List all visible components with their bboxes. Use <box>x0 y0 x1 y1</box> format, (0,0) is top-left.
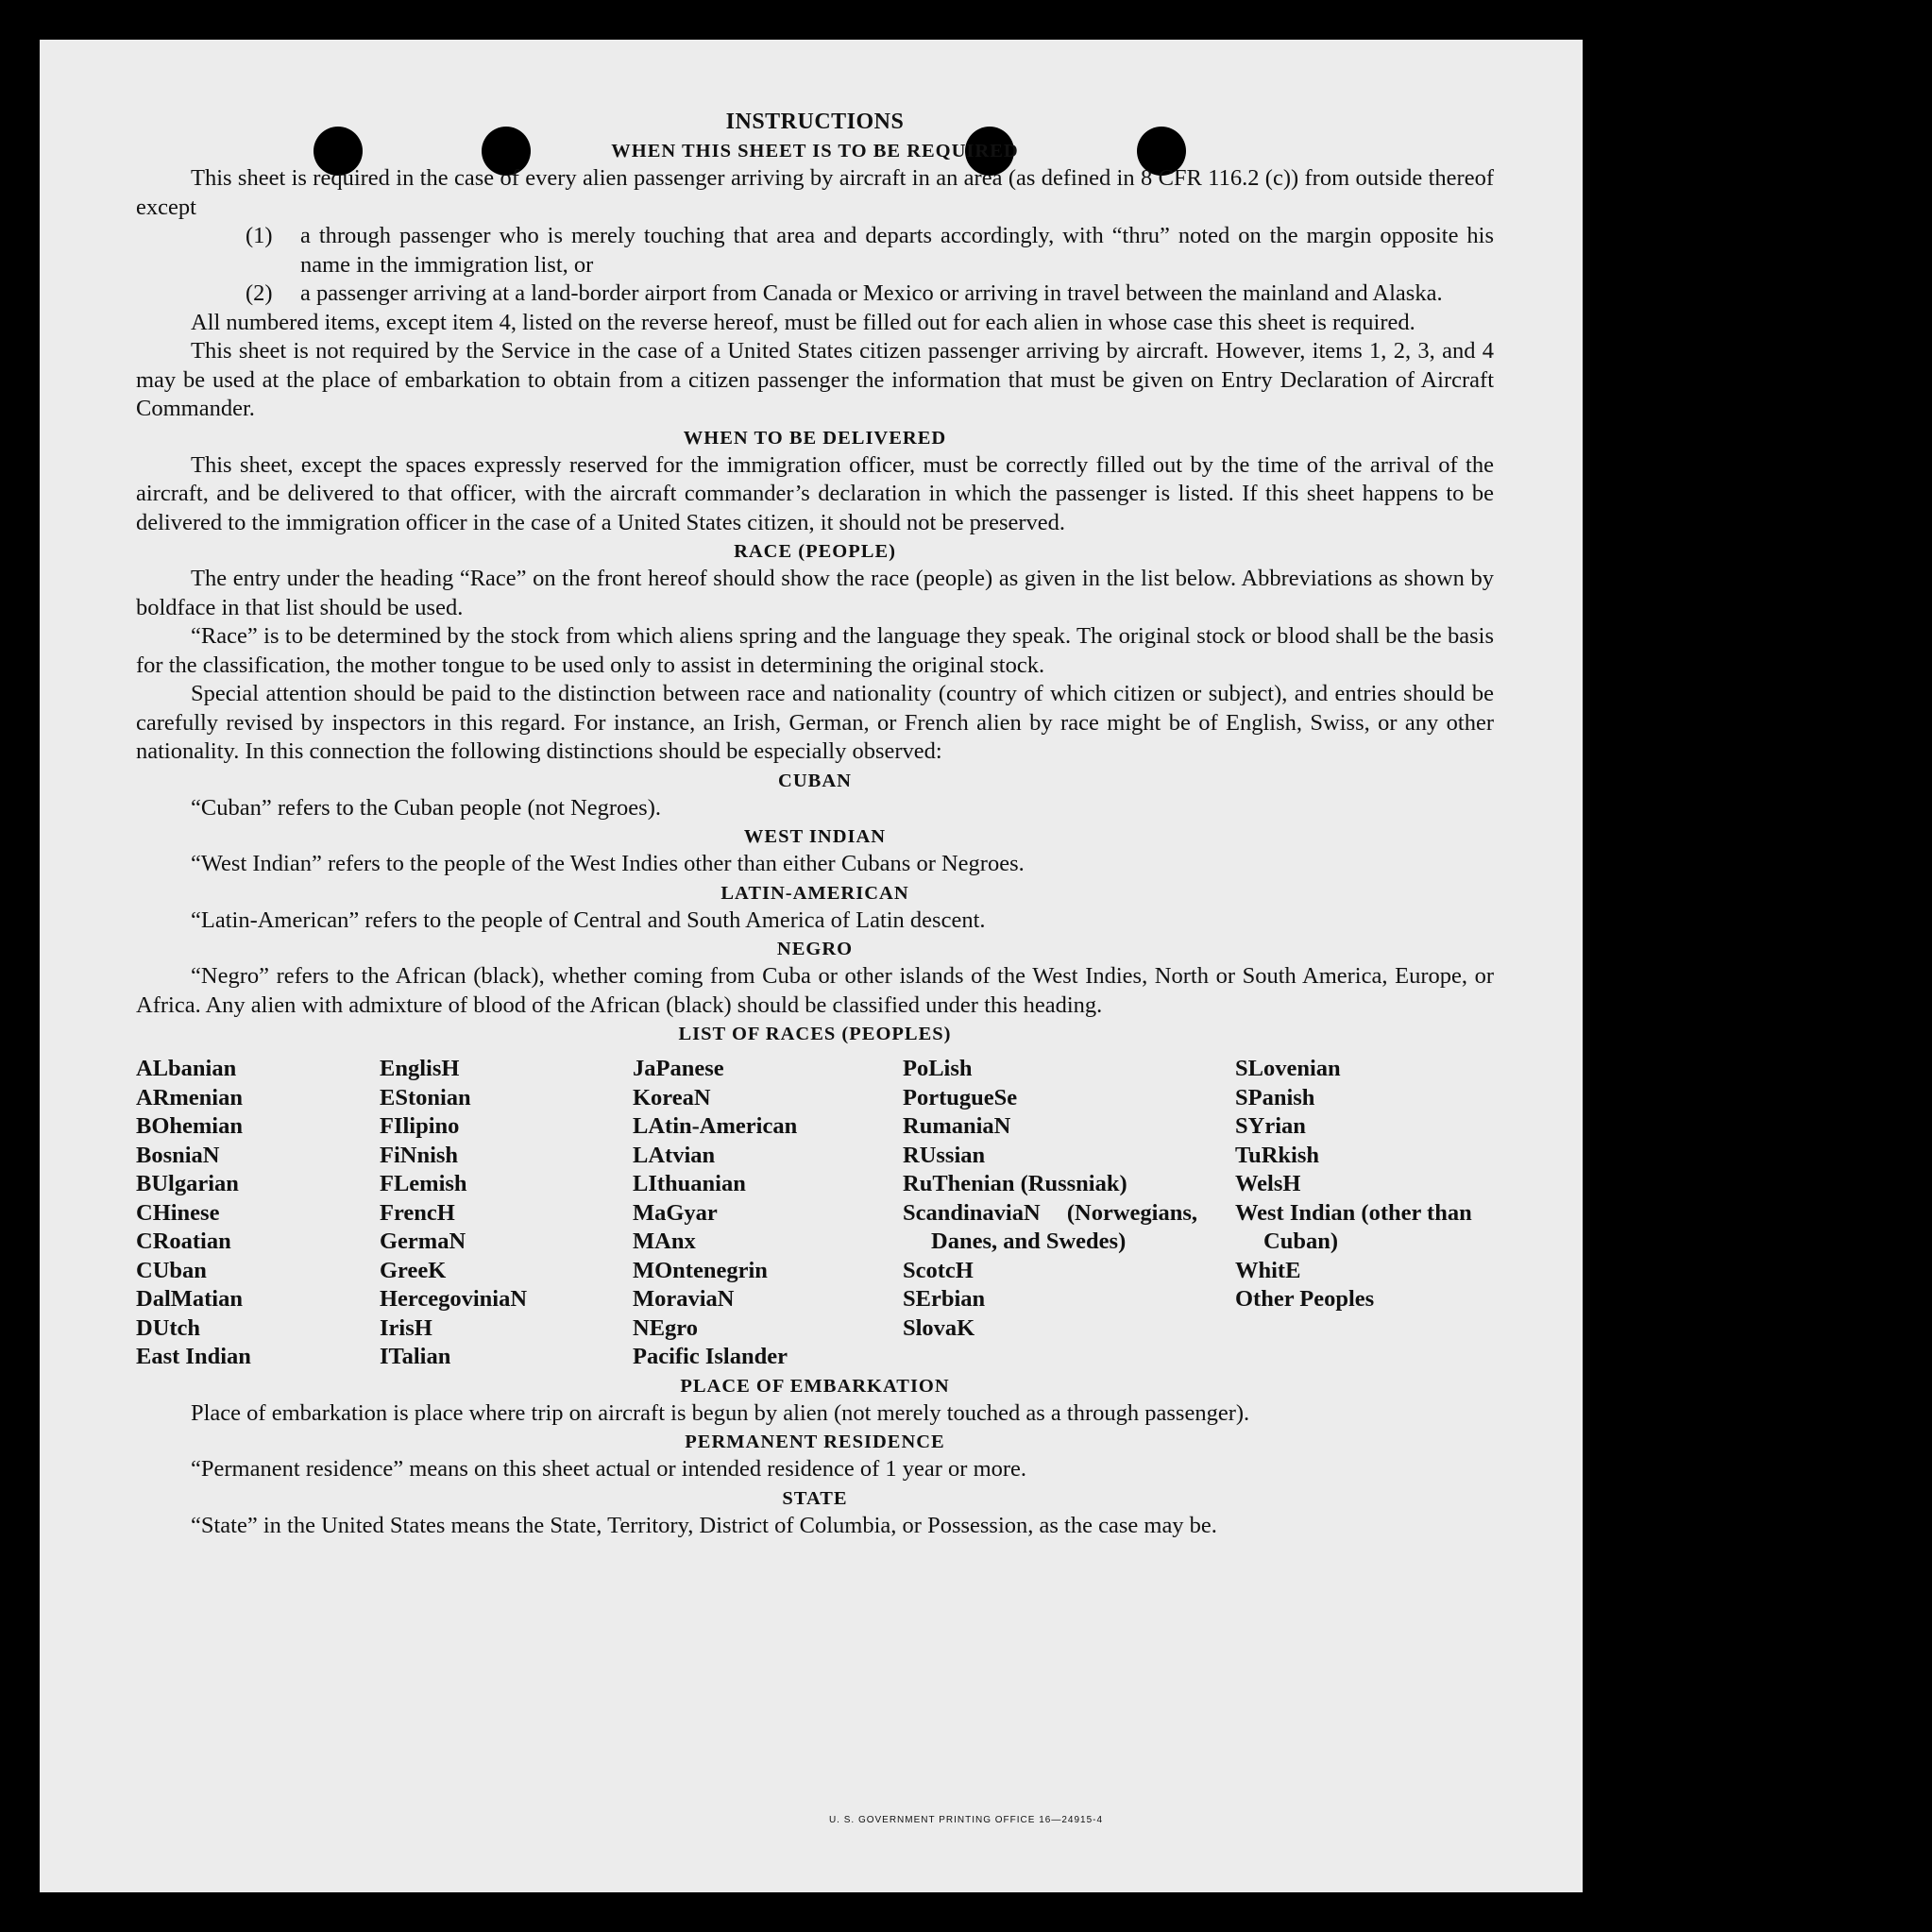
section-heading: STATE <box>782 1487 848 1509</box>
race-entry: LAtvian <box>633 1142 716 1168</box>
race-column <box>1235 1055 1494 1372</box>
paragraph: This sheet is required in the case of every alien passenger arriving by aircraft in an area (as defined in 8 CFR 116.2 (c)) from outside thereof except <box>136 165 1494 220</box>
race-entry: ARmenian <box>136 1084 243 1110</box>
race-entry: DUtch <box>136 1314 201 1341</box>
paragraph: “West Indian” refers to the people of the West Indies other than either Cubans or Negroes. <box>191 851 1025 876</box>
race-entry: MOntenegrin <box>633 1257 768 1283</box>
paragraph: “Negro” refers to the African (black), whether coming from Cuba or other islands of the West Indies, North or South America, Europe, or Africa. Any alien with admixture of blood of the African (black) should be classified under this heading. <box>136 963 1494 1018</box>
race-entry: WelsH <box>1235 1171 1301 1196</box>
race-entry: WhitE <box>1235 1257 1301 1283</box>
section-heading: CUBAN <box>778 770 852 791</box>
race-entry: ScotcH <box>903 1257 974 1283</box>
section-heading: LIST OF RACES (PEOPLES) <box>678 1024 952 1044</box>
race-entry: GermaN <box>380 1229 466 1254</box>
item-number: (1) <box>246 223 273 248</box>
section-heading: LATIN-AMERICAN <box>720 882 909 904</box>
paragraph: The entry under the heading “Race” on the front hereof should show the race (people) as given in the list below. Abbreviations as shown by boldface in that list should be used. <box>136 566 1494 620</box>
race-column <box>136 1055 380 1372</box>
document-body <box>136 110 1494 1540</box>
paragraph: “Cuban” refers to the Cuban people (not Negroes). <box>191 794 661 821</box>
paragraph: All numbered items, except item 4, listed on the reverse hereof, must be filled out for each alien in whose case this sheet is required. <box>191 309 1415 335</box>
race-entry: Pacific Islander <box>633 1344 788 1369</box>
race-entry: MoraviaN <box>633 1286 735 1312</box>
race-entry: FiNnish <box>380 1142 459 1168</box>
section-heading: WEST INDIAN <box>743 826 887 847</box>
list-item <box>136 222 1494 280</box>
race-entry: ScandinaviaN (Norwegians, Danes, and Swedes) <box>903 1199 1197 1254</box>
race-column <box>633 1055 903 1372</box>
race-entry: BOhemian <box>136 1113 243 1139</box>
race-entry: Other Peoples <box>1235 1286 1375 1312</box>
printer-imprint: U. S. GOVERNMENT PRINTING OFFICE 16—24915-4 <box>828 1815 1104 1825</box>
race-entry: BUlgarian <box>136 1171 239 1196</box>
race-entry: LAtin-American <box>633 1113 798 1139</box>
paragraph: Place of embarkation is place where trip on aircraft is begun by alien (not merely touched as a through passenger). <box>191 1399 1250 1426</box>
race-entry: EnglisH <box>380 1056 460 1081</box>
paragraph: “Permanent residence” means on this sheet actual or intended residence of 1 year or more. <box>191 1456 1027 1482</box>
race-entry: FrencH <box>380 1199 455 1226</box>
paragraph: “Latin-American” refers to the people of Central and South America of Latin descent. <box>191 907 986 933</box>
race-entry: MAnx <box>633 1229 696 1254</box>
race-entry: West Indian (other than Cuban) <box>1235 1199 1472 1254</box>
race-entry: ITalian <box>380 1344 451 1369</box>
item-text: a through passenger who is merely touching that area and departs accordingly, with “thru” noted on the margin opposite his name in the immigration list, or <box>300 223 1494 278</box>
item-number: (2) <box>246 280 273 306</box>
race-entry: FIlipino <box>380 1113 460 1139</box>
item-text: a passenger arriving at a land-border airport from Canada or Mexico or arriving in travel between the mainland and Alaska. <box>300 280 1443 306</box>
race-column <box>903 1055 1235 1372</box>
race-entry: DalMatian <box>136 1286 243 1312</box>
race-list <box>136 1055 1494 1372</box>
list-item <box>136 280 1494 309</box>
race-entry: East Indian <box>136 1344 251 1369</box>
paragraph: This sheet, except the spaces expressly reserved for the immigration officer, must be correctly filled out by the time of the arrival of the aircraft, and be delivered to that officer, with the aircraft commander’s declaration in which the passenger is listed. If this sheet happens to be delivered to the immigration officer in the case of a United States citizen, it should not be preserved. <box>136 451 1494 535</box>
paragraph: Special attention should be paid to the distinction between race and nationality (country of which citizen or subject), and entries should be carefully revised by inspectors in this regard. For instance, an Irish, German, or French alien by race might be of English, Swiss, or any other nationality. In this connection the following distinctions should be especially observed: <box>136 681 1494 764</box>
race-entry: ALbanian <box>136 1056 237 1081</box>
section-heading: WHEN TO BE DELIVERED <box>683 427 947 449</box>
race-entry: RumaniaN <box>903 1113 1011 1139</box>
race-entry: LIthuanian <box>633 1171 746 1196</box>
race-entry: KoreaN <box>633 1084 711 1110</box>
race-entry: JaPanese <box>633 1056 724 1081</box>
race-entry: SLovenian <box>1235 1056 1341 1081</box>
section-heading: RACE (PEOPLE) <box>734 541 896 562</box>
race-entry: SlovaK <box>903 1314 975 1341</box>
paragraph: “State” in the United States means the State, Territory, District of Columbia, or Possession, as the case may be. <box>191 1512 1217 1538</box>
race-entry: SPanish <box>1235 1084 1315 1110</box>
race-entry: CHinese <box>136 1199 220 1226</box>
race-entry: MaGyar <box>633 1199 718 1226</box>
race-entry: GreeK <box>380 1257 447 1283</box>
race-entry: BosniaN <box>136 1142 220 1168</box>
paragraph: “Race” is to be determined by the stock from which aliens spring and the language they speak. The original stock or blood shall be the basis for the classification, the mother tongue to be used only to assist in determining the original stock. <box>136 623 1494 678</box>
race-entry: EStonian <box>380 1084 471 1110</box>
race-entry: TuRkish <box>1235 1142 1320 1168</box>
page-title: INSTRUCTIONS <box>725 110 905 134</box>
race-entry: CRoatian <box>136 1229 231 1254</box>
race-entry: RUssian <box>903 1142 986 1168</box>
race-entry: FLemish <box>380 1171 467 1196</box>
section-heading: WHEN THIS SHEET IS TO BE REQUIRED <box>611 141 1019 161</box>
race-entry: CUban <box>136 1257 207 1283</box>
race-entry: PortugueSe <box>903 1084 1018 1110</box>
section-heading: PLACE OF EMBARKATION <box>680 1375 950 1397</box>
race-entry: RuThenian (Russniak) <box>903 1171 1127 1196</box>
race-entry: IrisH <box>380 1314 432 1341</box>
race-entry: HercegoviniaN <box>380 1286 528 1312</box>
section-heading: NEGRO <box>776 939 854 959</box>
race-entry: SYrian <box>1235 1113 1306 1139</box>
race-entry: NEgro <box>633 1314 698 1341</box>
race-column <box>380 1055 633 1372</box>
section-heading: PERMANENT RESIDENCE <box>685 1432 945 1452</box>
race-entry: PoLish <box>903 1056 973 1081</box>
race-entry: SErbian <box>903 1286 986 1312</box>
paragraph: This sheet is not required by the Service in the case of a United States citizen passenger arriving by aircraft. However, items 1, 2, 3, and 4 may be used at the place of embarkation to obtain from a citizen passenger the information that must be given on Entry Declaration of Aircraft Commander. <box>136 338 1494 421</box>
